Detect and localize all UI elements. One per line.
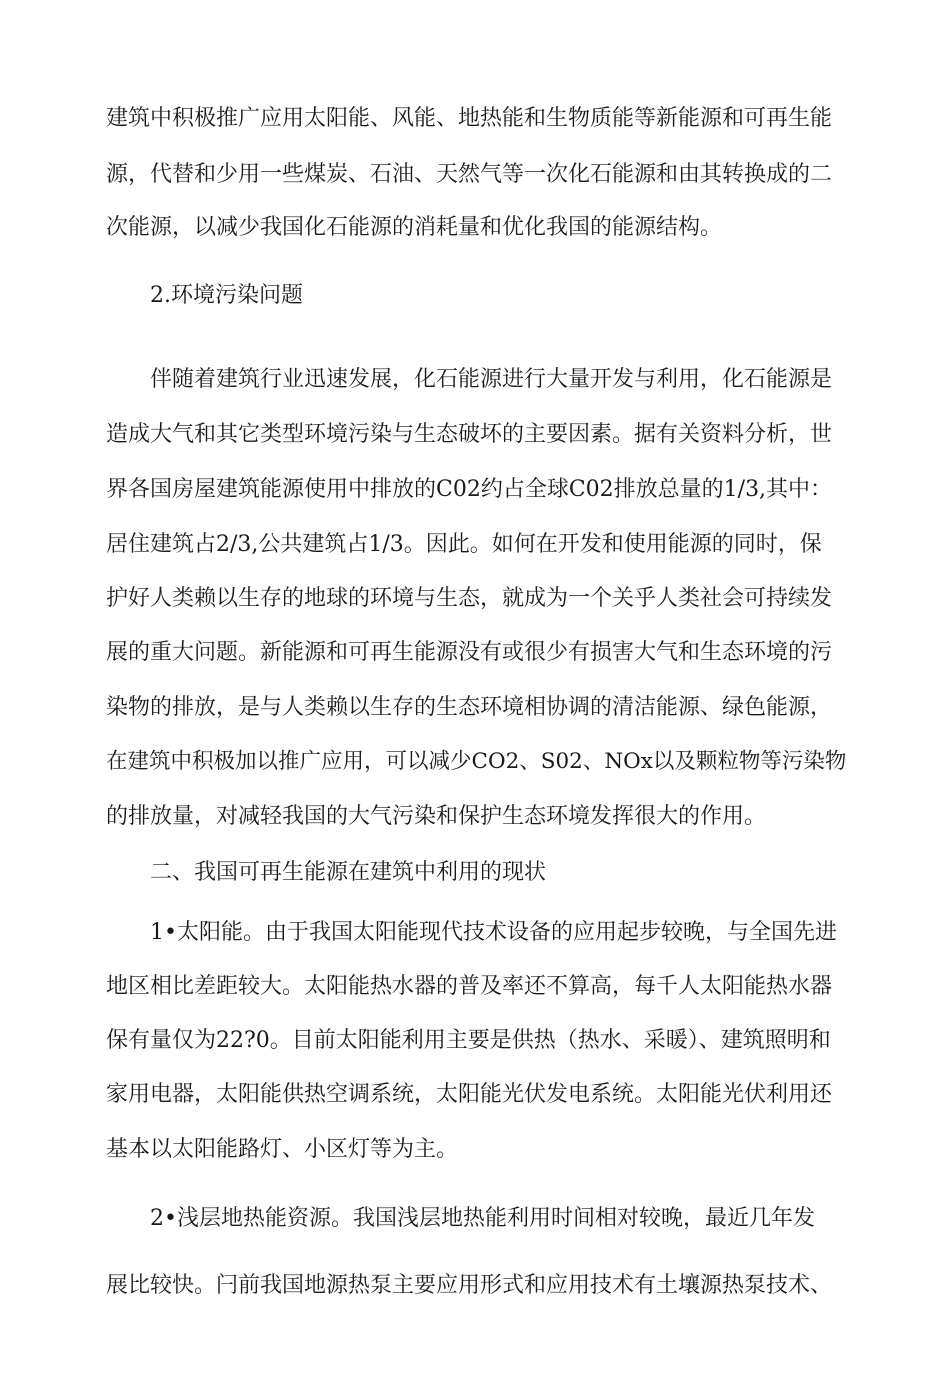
- text-line: 基本以太阳能路灯、小区灯等为主。: [106, 1137, 459, 1162]
- text-line: 展的重大问题。新能源和可再生能源没有或很少有损害大气和生态环境的污: [106, 640, 833, 665]
- paragraph-start: 1•太阳能。由于我国太阳能现代技术设备的应用起步较晚，与全国先进: [150, 920, 837, 945]
- text-line: 建筑中积极推广应用太阳能、风能、地热能和生物质能等新能源和可再生能: [106, 106, 833, 131]
- text-line: 次能源，以减少我国化石能源的消耗量和优化我国的能源结构。: [106, 215, 723, 240]
- section-heading: 2.环境污染问题: [150, 283, 303, 308]
- section-heading: 二、我国可再生能源在建筑中利用的现状: [150, 860, 547, 885]
- text-line: 在建筑中积极加以推广应用，可以减少CO2、S02、NOx以及颗粒物等污染物: [106, 749, 847, 774]
- paragraph-start: 2•浅层地热能资源。我国浅层地热能利用时间相对较晚，最近几年发: [150, 1206, 815, 1231]
- text-line: 护好人类赖以生存的地球的环境与生态，就成为一个关乎人类社会可持续发: [106, 586, 833, 611]
- text-line: 界各国房屋建筑能源使用中排放的C02约占全球C02排放总量的1/3,其中：: [106, 477, 833, 502]
- text-line: 展比较快。闩前我国地源热泵主要应用形式和应用技术有土壤源热泵技术、: [106, 1273, 833, 1298]
- text-line: 源，代替和少用一些煤炭、石油、天然气等一次化石能源和由其转换成的二: [106, 162, 833, 187]
- text-line: 家用电器，太阳能供热空调系统，太阳能光伏发电系统。太阳能光伏利用还: [106, 1082, 833, 1107]
- text-line: 地区相比差距较大。太阳能热水器的普及率还不算高，每千人太阳能热水器: [106, 974, 833, 999]
- text-line: 染物的排放，是与人类赖以生存的生态环境相协调的清洁能源、绿色能源，: [106, 695, 833, 720]
- paragraph-start: 伴随着建筑行业迅速发展，化石能源进行大量开发与利用，化石能源是: [150, 367, 833, 392]
- text-line: 保有量仅为22?0。目前太阳能利用主要是供热（热水、采暖）、建筑照明和: [106, 1028, 831, 1053]
- text-line: 造成大气和其它类型环境污染与生态破坏的主要因素。据有关资料分析，世: [106, 422, 833, 447]
- text-line: 的排放量，对减轻我国的大气污染和保护生态环境发挥很大的作用。: [106, 804, 767, 829]
- text-line: 居住建筑占2/3,公共建筑占1/3。因此。如何在开发和使用能源的同时，保: [106, 532, 822, 557]
